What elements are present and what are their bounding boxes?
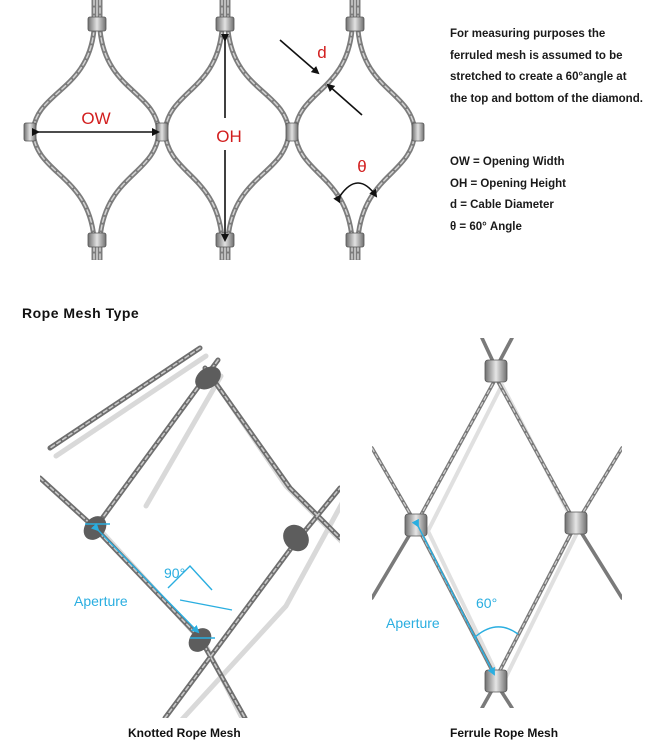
mesh-cable — [228, 132, 289, 238]
mesh-ferrule — [346, 233, 364, 247]
measurement-description: For measuring purposes the ferruled mesh is assumed to be stretched to create a 60°angle at the top and bottom of the diamond. — [450, 28, 643, 105]
legend-item-d: d = Cable Diameter — [450, 199, 554, 211]
measurement-legend — [450, 152, 645, 238]
theta-label: θ — [357, 157, 367, 176]
d-arrow-lower — [328, 85, 362, 115]
mesh-cable — [33, 132, 94, 238]
ferrule-angle-label: 60° — [476, 595, 498, 611]
legend-item-oh: OH = Opening Height — [450, 177, 566, 190]
mesh-cable — [295, 132, 352, 238]
ferrule-caption: Ferrule Rope Mesh — [450, 726, 559, 740]
mesh-cable — [165, 30, 222, 132]
mesh-cable — [165, 132, 222, 238]
section-title: Rope Mesh Type — [22, 305, 140, 321]
legend-item-ow: OW = Opening Width — [450, 156, 565, 168]
ferrule-mesh-image — [372, 338, 622, 708]
mesh-cable — [33, 132, 94, 238]
mesh-cable — [100, 132, 159, 238]
mesh-ferrule — [216, 17, 234, 31]
mesh-cable — [358, 30, 415, 132]
knotted-cables — [40, 348, 340, 718]
mesh-cable — [228, 132, 289, 238]
oh-label: OH — [216, 127, 242, 146]
mesh-ferrule — [286, 123, 298, 141]
mesh-ferrule — [412, 123, 424, 141]
mesh-ferrule — [24, 123, 36, 141]
mesh-ferrule — [88, 17, 106, 31]
mesh-cable — [100, 132, 159, 238]
ferruled-mesh-diagram — [0, 0, 440, 260]
d-label: d — [317, 43, 327, 62]
mesh-cable — [228, 30, 289, 132]
mesh-cable — [295, 132, 352, 238]
d-arrow-upper — [280, 40, 318, 73]
knotted-angle-label: 90° — [164, 565, 186, 581]
knotted-mesh-image — [40, 338, 340, 718]
mesh-cable — [165, 30, 222, 132]
ow-label: OW — [81, 109, 111, 128]
mesh-cable — [228, 30, 289, 132]
knotted-caption: Knotted Rope Mesh — [128, 726, 241, 740]
legend-item-theta: θ = 60° Angle — [450, 220, 522, 233]
mesh-cable — [165, 132, 222, 238]
knotted-aperture-line — [98, 530, 198, 632]
mesh-cable — [358, 30, 415, 132]
mesh-ferrule — [346, 17, 364, 31]
ferrule-annotations — [418, 526, 518, 674]
knotted-aperture-label: Aperture — [74, 593, 128, 609]
mesh-ferrule — [88, 233, 106, 247]
ferrule-aperture-label: Aperture — [386, 615, 440, 631]
